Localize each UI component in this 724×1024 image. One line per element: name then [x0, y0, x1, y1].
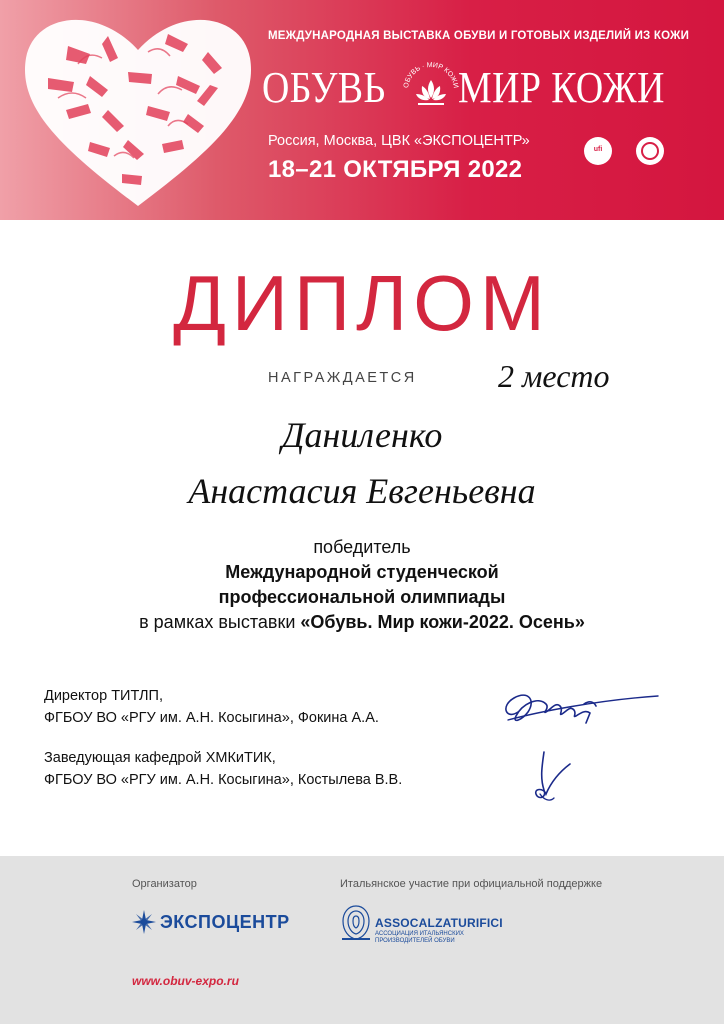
assocalzaturifici-name: ASSOCALZATURIFICI: [375, 916, 503, 930]
within-prefix: в рамках выставки: [139, 612, 296, 632]
signatory-2-org: ФГБОУ ВО «РГУ им. А.Н. Косыгина», Костылева В.В.: [44, 772, 403, 788]
expocentre-star-icon: [132, 910, 156, 934]
expocentre-logo: [132, 908, 312, 938]
signatory-2-position: Заведующая кафедрой ХМКиТИК,: [44, 750, 276, 766]
certification-badge-icon: [636, 137, 664, 165]
footer-band: [0, 856, 724, 1024]
signatory-1-position: Директор ТИТЛП,: [44, 688, 163, 704]
recipient-surname: Даниленко: [281, 415, 443, 455]
italian-participation-label: Итальянское участие при официальной поддержке: [340, 878, 603, 890]
organizer-label: Организатор: [132, 878, 197, 890]
website-url: www.obuv-expo.ru: [132, 974, 239, 988]
signature-1: [488, 676, 668, 736]
exhibition-venue: Россия, Москва, ЦВК «ЭКСПОЦЕНТР»: [268, 133, 530, 149]
signature-2: [520, 742, 580, 812]
competition-line-1: Международной студенческой: [225, 562, 499, 582]
exhibition-dates: 18–21 ОКТЯБРЯ 2022: [268, 156, 523, 183]
competition-line-2: профессиональной олимпиады: [218, 587, 506, 607]
diploma-title: ДИПЛОМ: [173, 259, 551, 347]
header-banner: [0, 0, 724, 220]
exhibition-logo: [262, 56, 682, 126]
assocalzaturifici-logo: [340, 900, 540, 950]
ufi-badge-icon: ufi: [584, 137, 612, 165]
place-text: 2 место: [498, 358, 610, 394]
winner-label: победитель: [313, 537, 411, 557]
logo-word-right: МИР КОЖИ: [458, 63, 665, 112]
logo-word-left: ОБУВЬ: [262, 63, 386, 112]
assocalzaturifici-subtitle: АССОЦИАЦИЯ ИТАЛЬЯНСКИХ ПРОИЗВОДИТЕЛЕЙ ОБУВИ: [375, 931, 464, 944]
exhibition-type-line: МЕЖДУНАРОДНАЯ ВЫСТАВКА ОБУВИ И ГОТОВЫХ ИЗДЕЛИЙ ИЗ КОЖИ: [268, 30, 690, 42]
lotus-emblem-icon: [400, 56, 462, 118]
exhibition-name: «Обувь. Мир кожи-2022. Осень»: [300, 612, 585, 632]
signatory-1-org: ФГБОУ ВО «РГУ им. А.Н. Косыгина», Фокина А.А.: [44, 710, 379, 726]
recipient-given-names: Анастасия Евгеньевна: [188, 471, 536, 511]
awarded-label: НАГРАЖДАЕТСЯ: [268, 370, 417, 386]
assocalzaturifici-emblem-icon: [340, 902, 372, 942]
expocentre-name: ЭКСПОЦЕНТР: [160, 912, 290, 932]
exhibition-line: [0, 611, 724, 633]
svg-text:ОБУВЬ · МИР КОЖИ: ОБУВЬ · МИР КОЖИ: [402, 61, 459, 89]
shoe-heart-icon: [18, 6, 258, 216]
